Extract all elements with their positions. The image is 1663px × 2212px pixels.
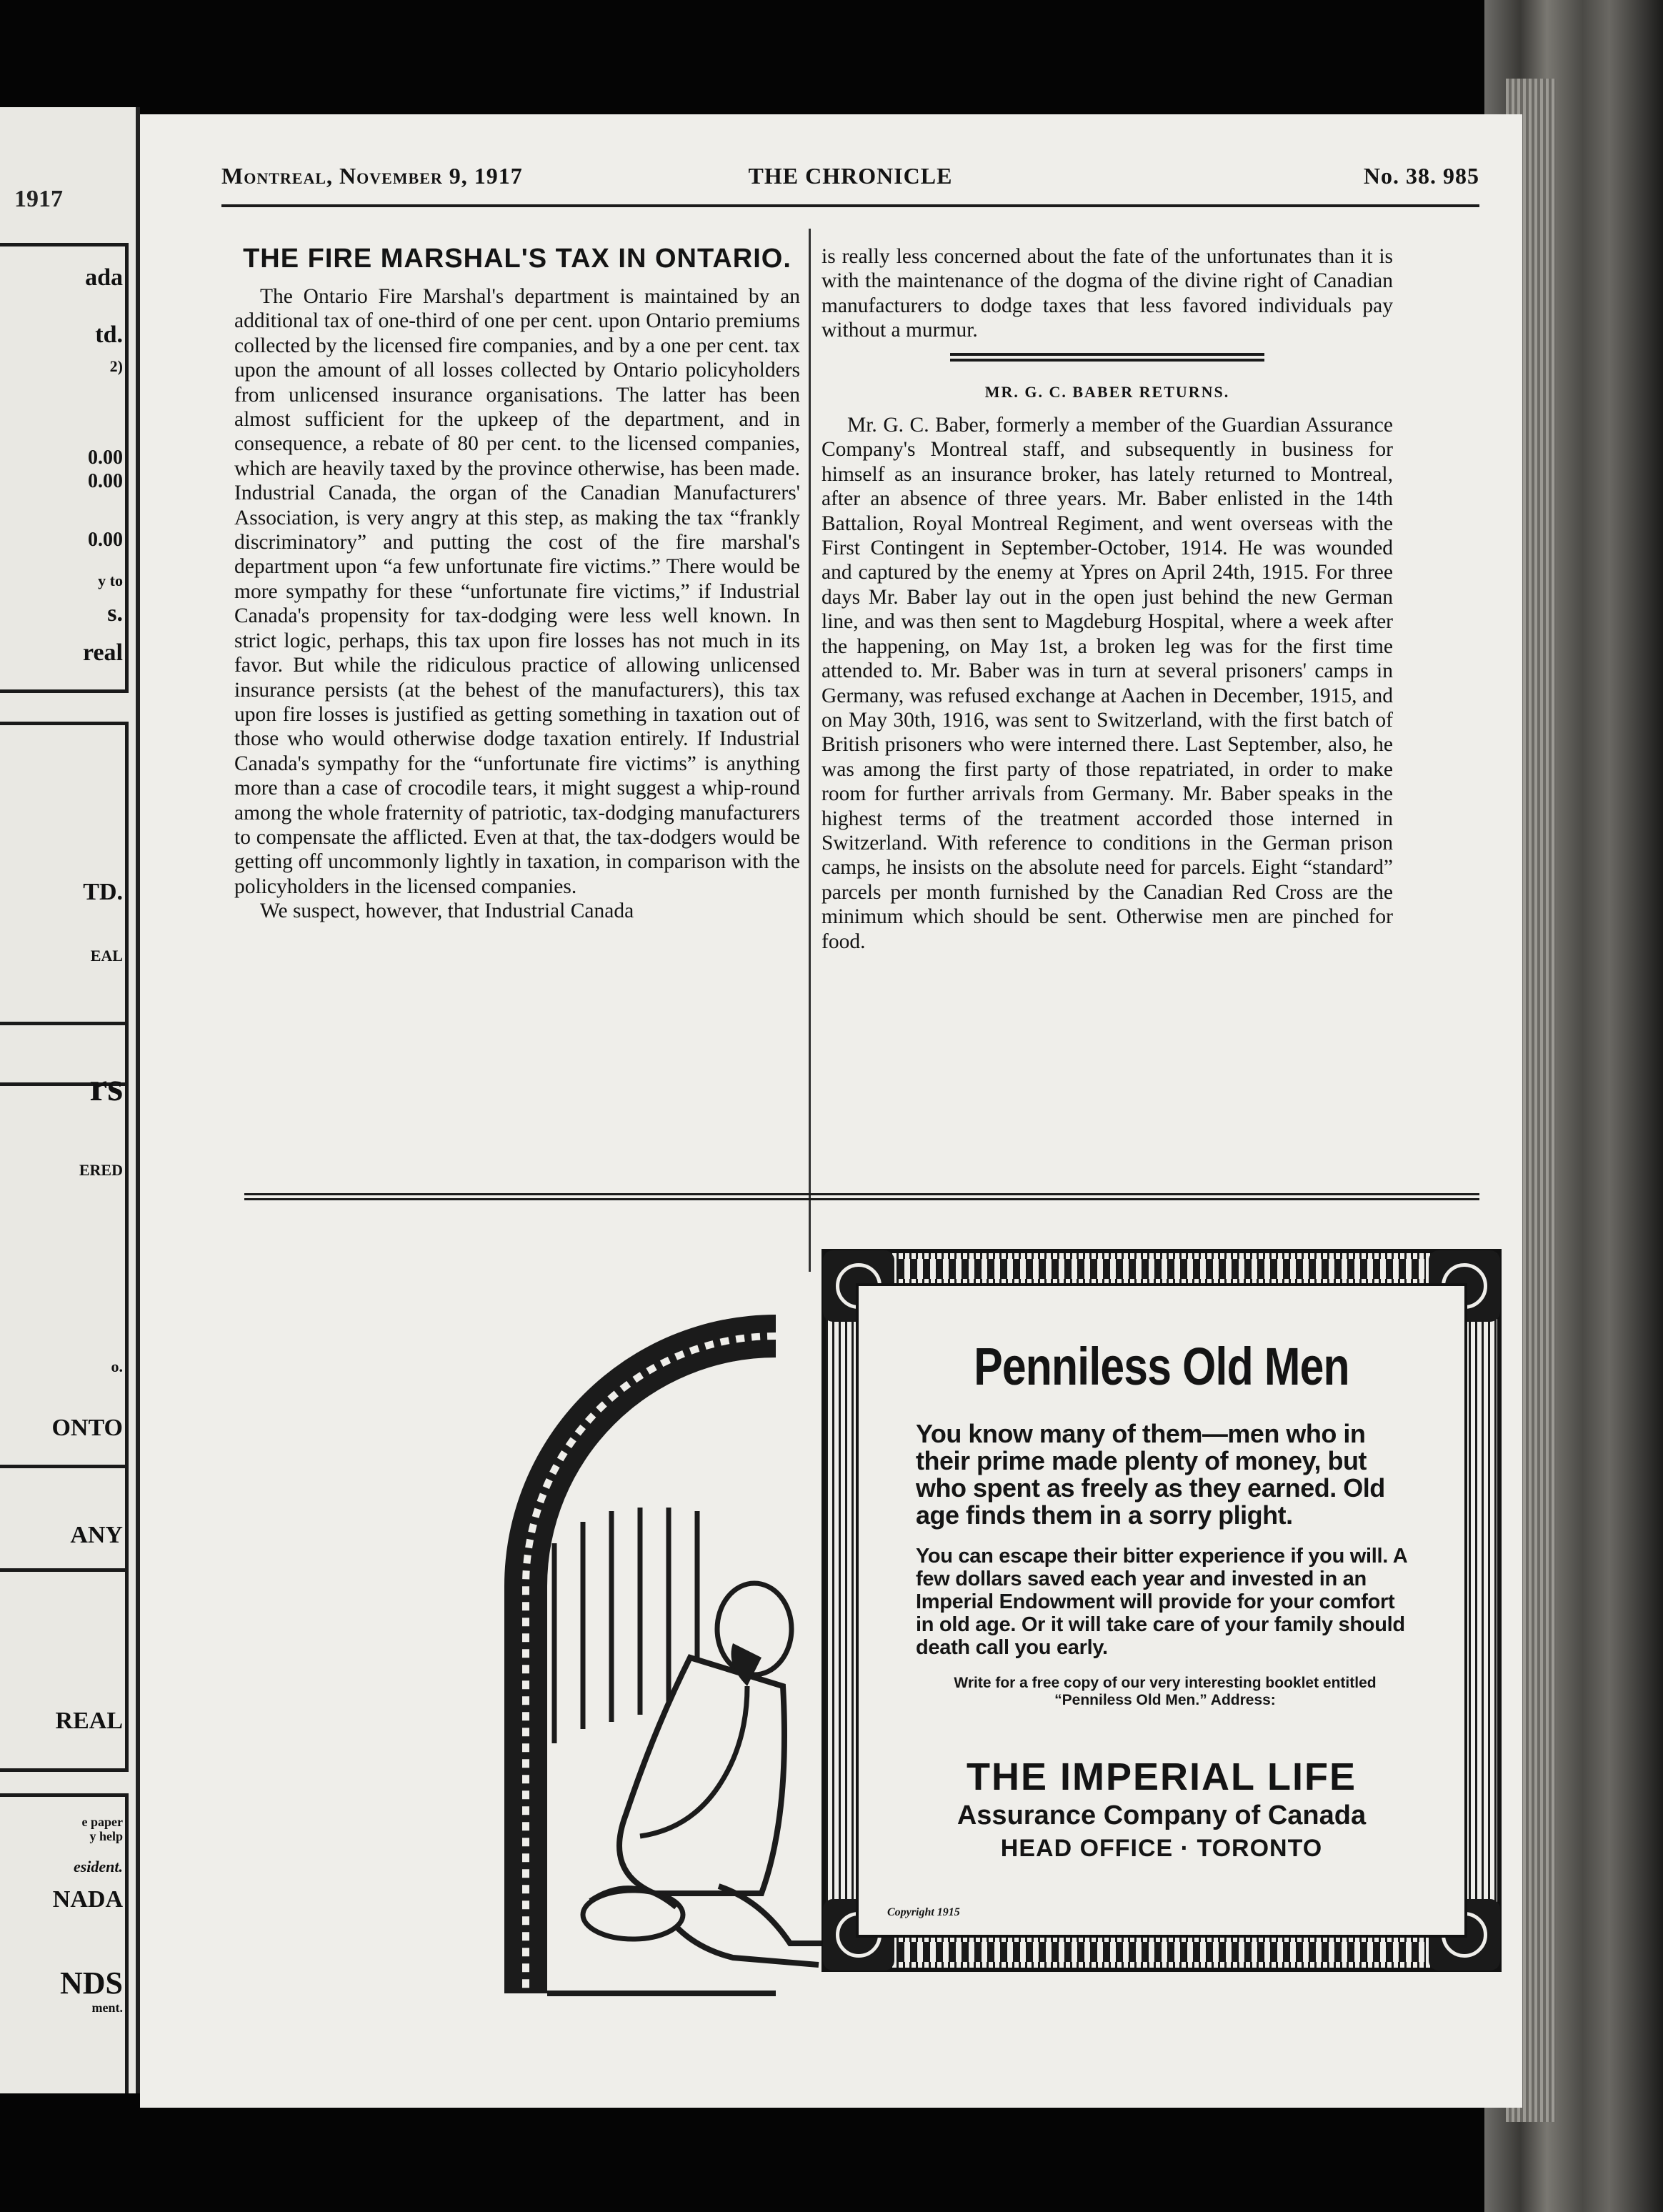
advertisement-rule xyxy=(244,1193,1479,1200)
advertiser-name: THE IMPERIAL LIFE xyxy=(966,1755,1357,1798)
left-fragment: 0.00 xyxy=(88,470,123,492)
article-paragraph: Mr. G. C. Baber, formerly a member of the Guardian Assurance Company's Montreal staff, and subsequently in business for himself as an insurance broker, has lately returned to Montreal, after an absence of three years. Mr. Baber enlisted in the 14th Battalion, Royal Montreal Regiment, and went overseas with the First Contingent in September-October, 1914. He was wounded and captured by the enemy at Ypres on April 24th, 1915. For three days Mr. Baber lay out in the open just behind the new German line, and was then sent to Magdeburg Hospital, where a week after the happening, on May 1st, a broken leg was for the first time attended to. Mr. Baber was in turn at several prisoners' camps in Germany, was refused exchange at Aachen in December, 1915, and on May 30th, 1916, was sent to Switzerland, with the first batch of British prisoners who were interned there. Last September, also, he was among the first party of those repatriated, in order to make room for further arrivals from Germany. Mr. Baber speaks in the highest terms of the treatment accorded those interned in Switzerland. With reference to conditions in the German prison camps, he insists on the absolute need for parcels. Eight “standard” parcels per month furnished by the Canadian Red Cross are the minimum which should be sent. Otherwise men are pinched for food. xyxy=(821,414,1393,953)
left-fragment: o. xyxy=(111,1357,123,1375)
header-masthead: THE CHRONICLE xyxy=(748,163,953,189)
header-rule xyxy=(221,204,1479,207)
left-fragment: y help xyxy=(89,1829,123,1843)
article-paragraph: We suspect, however, that Industrial Canada xyxy=(260,900,634,923)
left-fragment: 2) xyxy=(109,357,123,375)
article-paragraph: The Ontario Fire Marshal's department is maintained by an additional tax of one-third of one per cent. upon Ontario premiums collected by the licensed fire companies, and by a one per cent. tax upon the amount of all losses collected by Ontario policyholders from unlicensed insurance organisations. The latter has been almost sufficient for the upkeep of the department, and in consequence, a rebate of 80 per cent. to the licensed companies, which are heavily taxed by the province otherwise, has been made. Industrial Canada, the organ of the Canadian Manufacturers' Association, is very angry at this step, as making the tax “frankly discriminatory” and putting the cost of the fire marshal's department upon “a few unfortunate fire victims.” There would be more sympathy for these “unfortunate fire victims,” if Industrial Canada's propensity for tax-dodging were less well known. In strict logic, perhaps, this tax upon fire losses has not much in its favor. But while the ridiculous practice of allowing unlicensed insurance persists (at the behest of the manufacturers), this tax upon fire losses is justified as getting something in taxation out of those who would otherwise dodge taxation entirely. If Industrial Canada's sympathy for the “unfortunate fire victims” is anything more than a case of crocodile tears, it might suggest a whip-round among the whole fraternity of patriotic, tax-dodging manufacturers to compensate the afflicted. Even at that, the tax-dodgers would be getting off uncommonly lightly in taxation, in comparison with the policyholders in the licensed companies. xyxy=(234,285,800,898)
header-dateline: Montreal, November 9, 1917 xyxy=(221,163,523,189)
left-fragment: ERED xyxy=(79,1161,123,1179)
column-divider xyxy=(809,229,811,1272)
left-fragment: NADA xyxy=(52,1886,123,1913)
advertisement-frame xyxy=(821,1249,1502,1972)
left-fragment: real xyxy=(82,639,123,666)
advertiser-office: HEAD OFFICE · TORONTO xyxy=(1000,1835,1323,1862)
article-subhead: MR. G. C. BABER RETURNS. xyxy=(984,382,1230,401)
ad-paragraph-2: You can escape their bitter experience if you will. A few dollars saved each year and invested in an Imperial Endowment will provide for your comfort in old age. Or it will take care of your family should death call you early. xyxy=(916,1545,1407,1659)
left-fragment: 0.00 xyxy=(88,529,123,551)
ad-paragraph-1: You know many of them—men who in their prime made plenty of money, but who spent as freely as they earned. Old age finds them in a sorry plight. xyxy=(916,1419,1385,1530)
left-fragment: ment. xyxy=(91,2001,123,2015)
left-fragment: rs xyxy=(89,1065,123,1110)
left-fragment: TD. xyxy=(83,879,123,905)
ornament-band xyxy=(897,1942,1426,1962)
left-fragment: ONTO xyxy=(51,1415,123,1441)
advertiser-subname: Assurance Company of Canada xyxy=(957,1800,1367,1830)
advertisement-body xyxy=(916,1420,1414,1709)
left-page-year: 1917 xyxy=(14,186,63,212)
article-continuation: is really less concerned about the fate of the unfortunates than it is with the maintenance of the dogma of the divine right of Canadian manufacturers to dodge taxes that less favored individuals pay without a murmur. xyxy=(821,245,1393,342)
ornament-band xyxy=(897,1259,1426,1279)
left-fragment: e paper xyxy=(81,1815,123,1829)
left-fragment: s. xyxy=(107,600,123,627)
newspaper-page xyxy=(140,114,1522,2108)
ad-paragraph-3: Write for a free copy of our very interesting booklet entitled “Penniless Old Men.” Address: xyxy=(954,1675,1377,1708)
running-header xyxy=(221,163,1479,206)
section-rule xyxy=(950,353,1264,362)
left-fragment: EAL xyxy=(90,947,123,965)
advertisement-content xyxy=(856,1283,1467,1938)
left-fragment: REAL xyxy=(55,1708,123,1734)
left-fragment: 0.00 xyxy=(88,447,123,469)
header-page-number: No. 38. 985 xyxy=(1363,163,1479,189)
old-man-illustration xyxy=(319,1229,862,2022)
left-fragment: esident. xyxy=(73,1858,123,1875)
advertisement-headline: Penniless Old Men xyxy=(974,1337,1349,1396)
left-fragment: y to xyxy=(98,572,123,589)
article-title: THE FIRE MARSHAL'S TAX IN ONTARIO. xyxy=(243,244,791,274)
left-fragment: td. xyxy=(95,322,123,348)
right-column xyxy=(821,244,1393,954)
left-column xyxy=(234,243,800,924)
left-facing-page xyxy=(0,107,140,2093)
left-fragment: ada xyxy=(85,264,123,291)
left-fragment: ANY xyxy=(70,1522,123,1548)
left-fragment: NDS xyxy=(59,1966,123,2001)
advertisement-copyright: Copyright 1915 xyxy=(887,1906,960,1918)
